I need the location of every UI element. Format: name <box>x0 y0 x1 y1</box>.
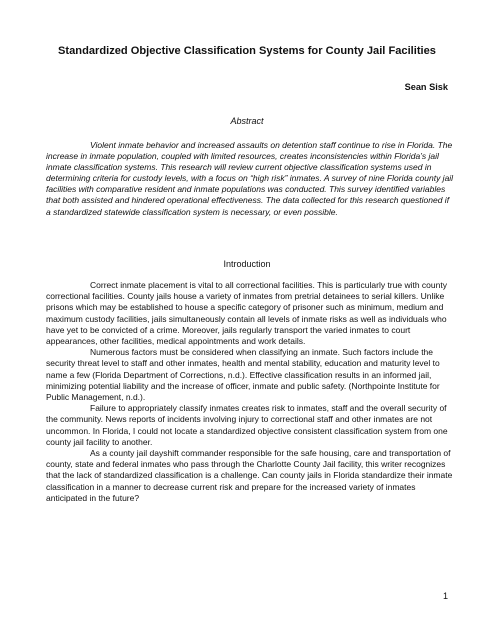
abstract-text: Violent inmate behavior and increased assaults on detention staff continue to rise in Florida. The increase in inmate population, coupled with limited resources, creates inconsistencies within Florida’s jail inmate classification systems. This research will review current objective classification systems used in determining criteria for custody levels, with a focus on “high risk” inmates. A survey of nine Florida county jail facilities with comparative resident and inmate populations was conducted. This survey identified variables that both assisted and hindered operational effectiveness. The data collected for this research questioned if a standardized statewide classification system is necessary, or even possible. <box>46 140 454 217</box>
abstract-heading: Abstract <box>230 116 264 126</box>
introduction-heading: Introduction <box>223 259 271 269</box>
page-number: 1 <box>442 591 448 601</box>
author-name: Sean Sisk <box>404 82 448 92</box>
introduction-paragraph: Numerous factors must be considered when classifying an inmate. Such factors include the security threat level to staff and other inmates, health and mental stability, education and maturity level to name a few (Florida Department of Corrections, n.d.). Effective classification results in an informed jail, minimizing potential liability and the increase of officer, inmate and public safety. (Northpointe Institute for Public Management, n.d.). <box>46 347 440 403</box>
introduction-paragraph: As a county jail dayshift commander responsible for the safe housing, care and transportation of county, state and federal inmates who pass through the Charlotte County Jail facility, this writer recognizes that the lack of standardized classification is a challenge. Can county jails in Florida standardize their inmate classification in a manner to decrease current risk and prepare for the increased variety of inmates anticipated in the future? <box>46 448 453 503</box>
introduction-paragraph: Failure to appropriately classify inmates creates risk to inmates, staff and the overall security of the community. News reports of incidents involving injury to correctional staff and other inmates are not uncommon. In Florida, I could not locate a standardized objective consistent classification system from one county jail facility to another. <box>46 403 448 447</box>
introduction-paragraph: Correct inmate placement is vital to all correctional facilities. This is particularly true with county correctional facilities. County jails house a variety of inmates from pretrial detainees to serial killers. Unlike prisons which may be established to house a specific category of prisoner such as minimum, medium and maximum custody facilities, jails simultaneously contain all levels of inmate risks as well as individuals who have yet to be convicted of a crime. Moreover, jails regularly transport the varied inmates to court appearances, other facilities, medical appointments and work details. <box>46 280 447 347</box>
paper-title: Standardized Objective Classification Systems for County Jail Facilities <box>58 45 436 57</box>
introduction-body <box>46 280 456 504</box>
